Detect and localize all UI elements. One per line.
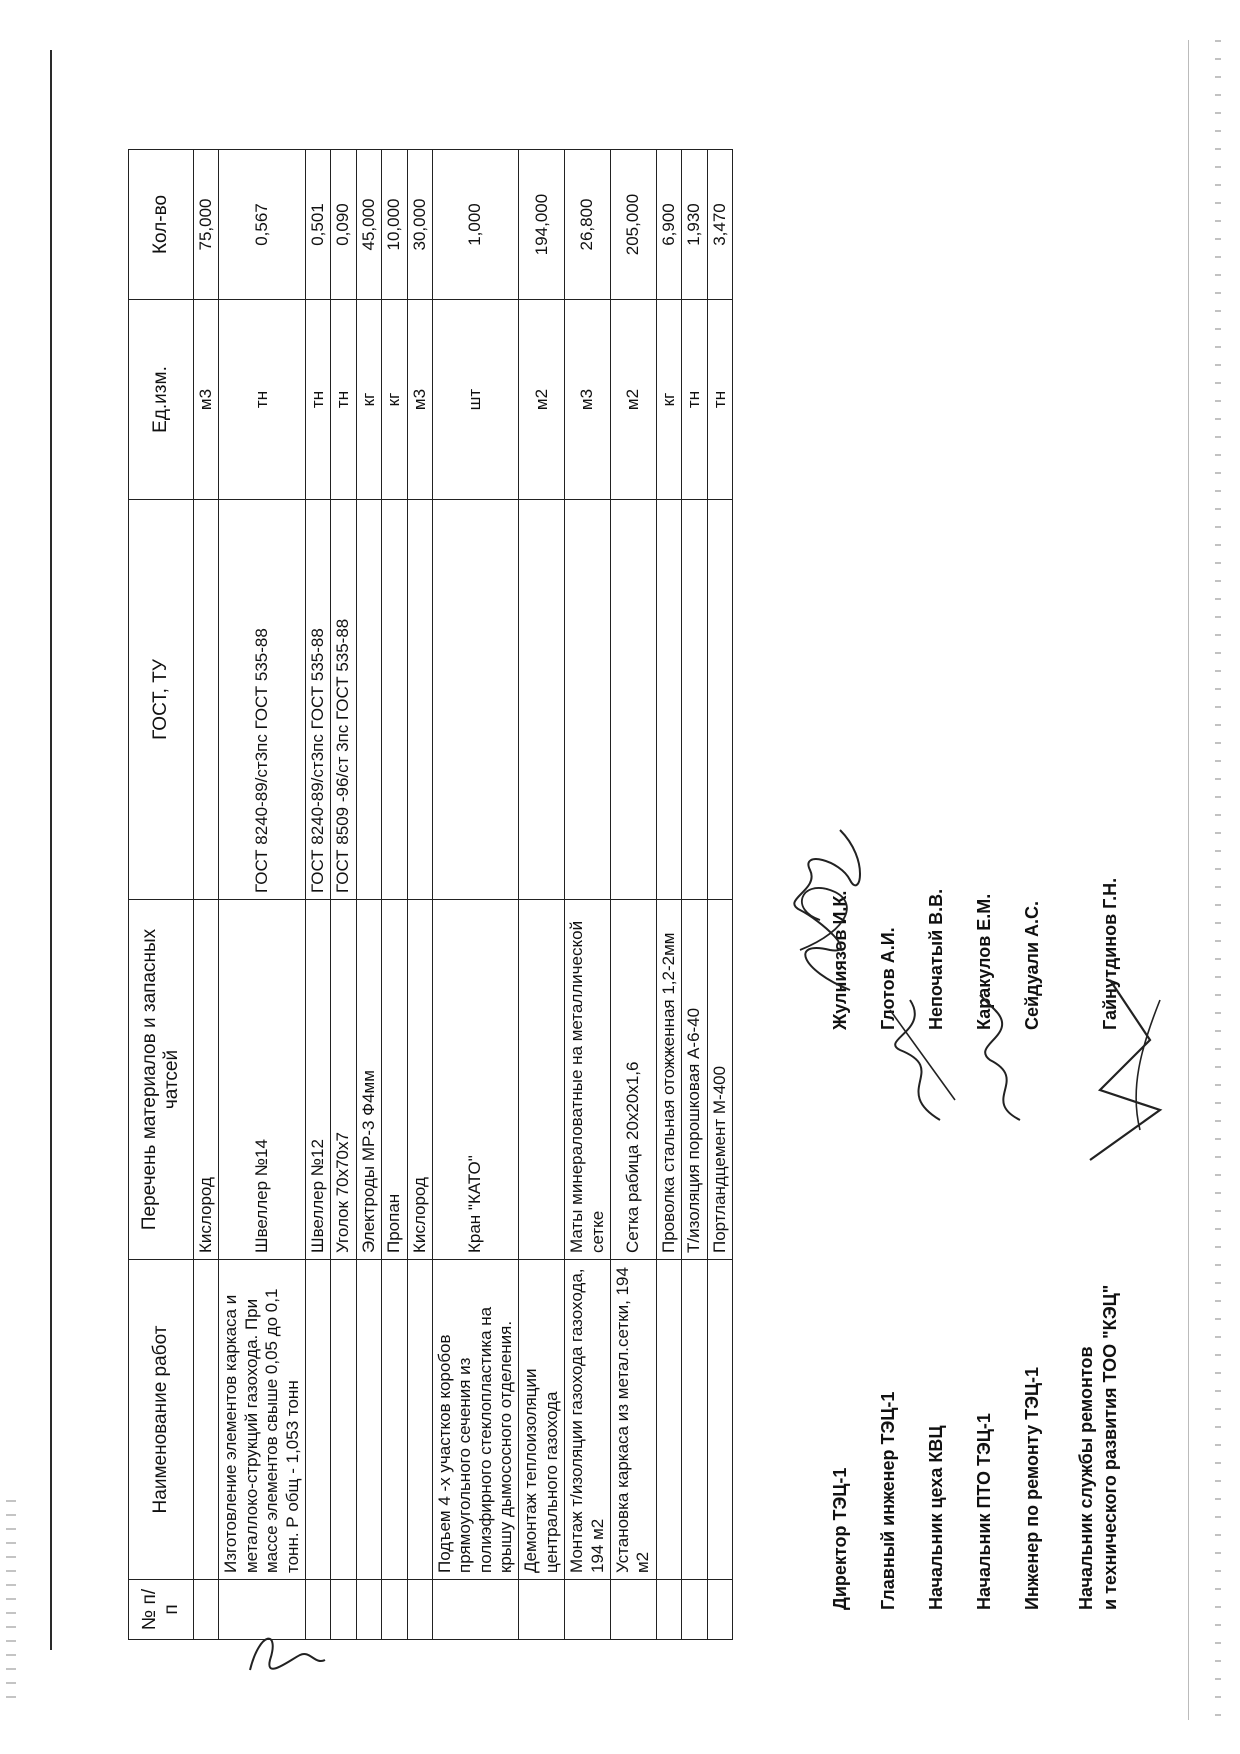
cell-material: Пропан <box>382 900 407 1260</box>
cell-gost: ГОСТ 8509 -96/ст 3пс ГОСТ 535-88 <box>331 500 356 900</box>
signature-title: Инженер по ремонту ТЭЦ-1 <box>1022 1366 1042 1610</box>
cell-qty: 3,470 <box>707 150 732 300</box>
signature-row <box>1022 130 1052 1610</box>
cell-num <box>382 1580 407 1640</box>
cell-num <box>565 1580 611 1640</box>
cell-gost: ГОСТ 8240-89/ст3пс ГОСТ 535-88 <box>219 500 306 900</box>
cell-material: Кран "КАТО" <box>432 900 519 1260</box>
table-row <box>656 150 681 1640</box>
cell-gost <box>611 500 657 900</box>
table-row <box>707 150 732 1640</box>
cell-work: Демонтаж теплоизоляции центрального газохода <box>519 1260 565 1580</box>
signature-title: Главный инженер ТЭЦ-1 <box>878 1391 898 1610</box>
signature-name: Непочатый В.В. <box>926 888 946 1030</box>
header-qty: Кол-во <box>129 150 194 300</box>
cell-num <box>656 1580 681 1640</box>
cell-unit: тн <box>219 300 306 500</box>
cell-qty: 0,567 <box>219 150 306 300</box>
cell-qty: 1,930 <box>682 150 707 300</box>
cell-qty: 26,800 <box>565 150 611 300</box>
cell-unit: м3 <box>194 300 219 500</box>
cell-work <box>194 1260 219 1580</box>
cell-gost <box>519 500 565 900</box>
cell-qty: 6,900 <box>656 150 681 300</box>
cell-qty: 205,000 <box>611 150 657 300</box>
header-gost: ГОСТ, ТУ <box>129 500 194 900</box>
cell-work <box>356 1260 381 1580</box>
cell-unit: тн <box>305 300 330 500</box>
works-table <box>128 149 733 1640</box>
cell-work <box>305 1260 330 1580</box>
cell-qty: 10,000 <box>382 150 407 300</box>
signature-name: Гайнутдинов Г.Н. <box>1100 877 1120 1030</box>
cell-unit: кг <box>656 300 681 500</box>
signature-name: Жулниязов И.К. <box>830 890 850 1030</box>
cell-qty: 0,090 <box>331 150 356 300</box>
cell-work <box>331 1260 356 1580</box>
signature-row <box>974 130 1004 1610</box>
signature-row <box>1076 130 1136 1610</box>
cell-material: Проволка стальная отожженная 1,2-2мм <box>656 900 681 1260</box>
cell-num <box>682 1580 707 1640</box>
cell-unit: тн <box>707 300 732 500</box>
cell-gost <box>656 500 681 900</box>
cell-material: Швеллер №12 <box>305 900 330 1260</box>
rotated-document <box>110 100 1210 1680</box>
cell-work <box>656 1260 681 1580</box>
cell-gost <box>356 500 381 900</box>
table-row <box>519 150 565 1640</box>
cell-gost <box>432 500 519 900</box>
signature-title-line2: и технического развития ТОО "КЭЦ" <box>1100 1284 1120 1610</box>
cell-num <box>407 1580 432 1640</box>
cell-material: Сетка рабица 20х20х1,6 <box>611 900 657 1260</box>
cell-work: Подъем 4 -х участков коробов прямоугольного сечения из полиэфирного стеклопластика на крышу дымососного отделения. <box>432 1260 519 1580</box>
header-material: Перечень материалов и запасных чатсей <box>129 900 194 1260</box>
cell-unit: м3 <box>565 300 611 500</box>
cell-work <box>682 1260 707 1580</box>
signature-title: Начальник цеха КВЦ <box>926 1425 946 1610</box>
cell-material: Кислород <box>407 900 432 1260</box>
table-row <box>432 150 519 1640</box>
cell-unit: кг <box>356 300 381 500</box>
pto-signature-scribble <box>960 990 1050 1130</box>
kvc-signature-scribble <box>870 990 970 1130</box>
cell-qty: 75,000 <box>194 150 219 300</box>
initials-mark <box>240 1620 330 1690</box>
header-num: № п/п <box>129 1580 194 1640</box>
signature-title: Начальник службы ремонтов <box>1076 1346 1096 1610</box>
cell-material: Швеллер №14 <box>219 900 306 1260</box>
scan-noise-left <box>6 1500 16 1700</box>
cell-qty: 194,000 <box>519 150 565 300</box>
table-body <box>194 150 733 1640</box>
cell-qty: 1,000 <box>432 150 519 300</box>
left-margin-line <box>50 50 52 1650</box>
cell-unit: м2 <box>519 300 565 500</box>
cell-gost <box>565 500 611 900</box>
table-row <box>682 150 707 1640</box>
director-signature-scribble <box>760 810 900 1010</box>
cell-qty: 30,000 <box>407 150 432 300</box>
signature-title: Директор ТЭЦ-1 <box>830 1467 850 1610</box>
scan-noise-right <box>1215 40 1221 1720</box>
signature-name: Сейдуали А.С. <box>1022 900 1042 1030</box>
cell-num <box>432 1580 519 1640</box>
cell-unit: тн <box>331 300 356 500</box>
cell-unit: шт <box>432 300 519 500</box>
cell-work: Установка каркаса из метал.сетки, 194 м2 <box>611 1260 657 1580</box>
table-row <box>219 150 306 1640</box>
cell-num <box>356 1580 381 1640</box>
cell-num <box>707 1580 732 1640</box>
signature-row <box>926 130 956 1610</box>
cell-material: Т/изоляция порошковая А-6-40 <box>682 900 707 1260</box>
table-row <box>331 150 356 1640</box>
cell-material: Электроды МР-3 Ф4мм <box>356 900 381 1260</box>
cell-material: Уголок 70х70х7 <box>331 900 356 1260</box>
cell-unit: кг <box>382 300 407 500</box>
cell-unit: тн <box>682 300 707 500</box>
signature-block <box>830 130 1190 1610</box>
cell-work: Изготовление элементов каркаса и металлоко-струкций газохода. При массе элементов свыше 0,05 до 0,1 тонн. Р общ - 1,053 тонн <box>219 1260 306 1580</box>
cell-num <box>331 1580 356 1640</box>
cell-gost <box>407 500 432 900</box>
table-row <box>407 150 432 1640</box>
cell-gost <box>682 500 707 900</box>
cell-num <box>519 1580 565 1640</box>
cell-material: Портландцемент М-400 <box>707 900 732 1260</box>
cell-material: Кислород <box>194 900 219 1260</box>
cell-work: Монтаж т/изоляции газохода газохода, 194 м2 <box>565 1260 611 1580</box>
cell-unit: м3 <box>407 300 432 500</box>
table-row <box>565 150 611 1640</box>
cell-gost <box>194 500 219 900</box>
header-work: Наименование работ <box>129 1260 194 1580</box>
table-row <box>611 150 657 1640</box>
cell-gost <box>382 500 407 900</box>
cell-work <box>707 1260 732 1580</box>
cell-material: Маты минераловатные на металлической сетке <box>565 900 611 1260</box>
table-header-row <box>129 150 194 1640</box>
cell-num <box>194 1580 219 1640</box>
signature-title: Начальник ПТО ТЭЦ-1 <box>974 1413 994 1610</box>
cell-unit: м2 <box>611 300 657 500</box>
table-row <box>305 150 330 1640</box>
cell-material <box>519 900 565 1260</box>
cell-work <box>382 1260 407 1580</box>
signature-name: Глотов А.И. <box>878 927 898 1030</box>
signature-name: Каракулов Е.М. <box>974 893 994 1030</box>
cell-qty: 0,501 <box>305 150 330 300</box>
cell-gost: ГОСТ 8240-89/ст3пс ГОСТ 535-88 <box>305 500 330 900</box>
service-head-signature-scribble <box>1070 970 1180 1170</box>
table-row <box>356 150 381 1640</box>
header-unit: Ед.изм. <box>129 300 194 500</box>
table-row <box>382 150 407 1640</box>
cell-gost <box>707 500 732 900</box>
cell-num <box>611 1580 657 1640</box>
table-row <box>194 150 219 1640</box>
cell-work <box>407 1260 432 1580</box>
cell-qty: 45,000 <box>356 150 381 300</box>
